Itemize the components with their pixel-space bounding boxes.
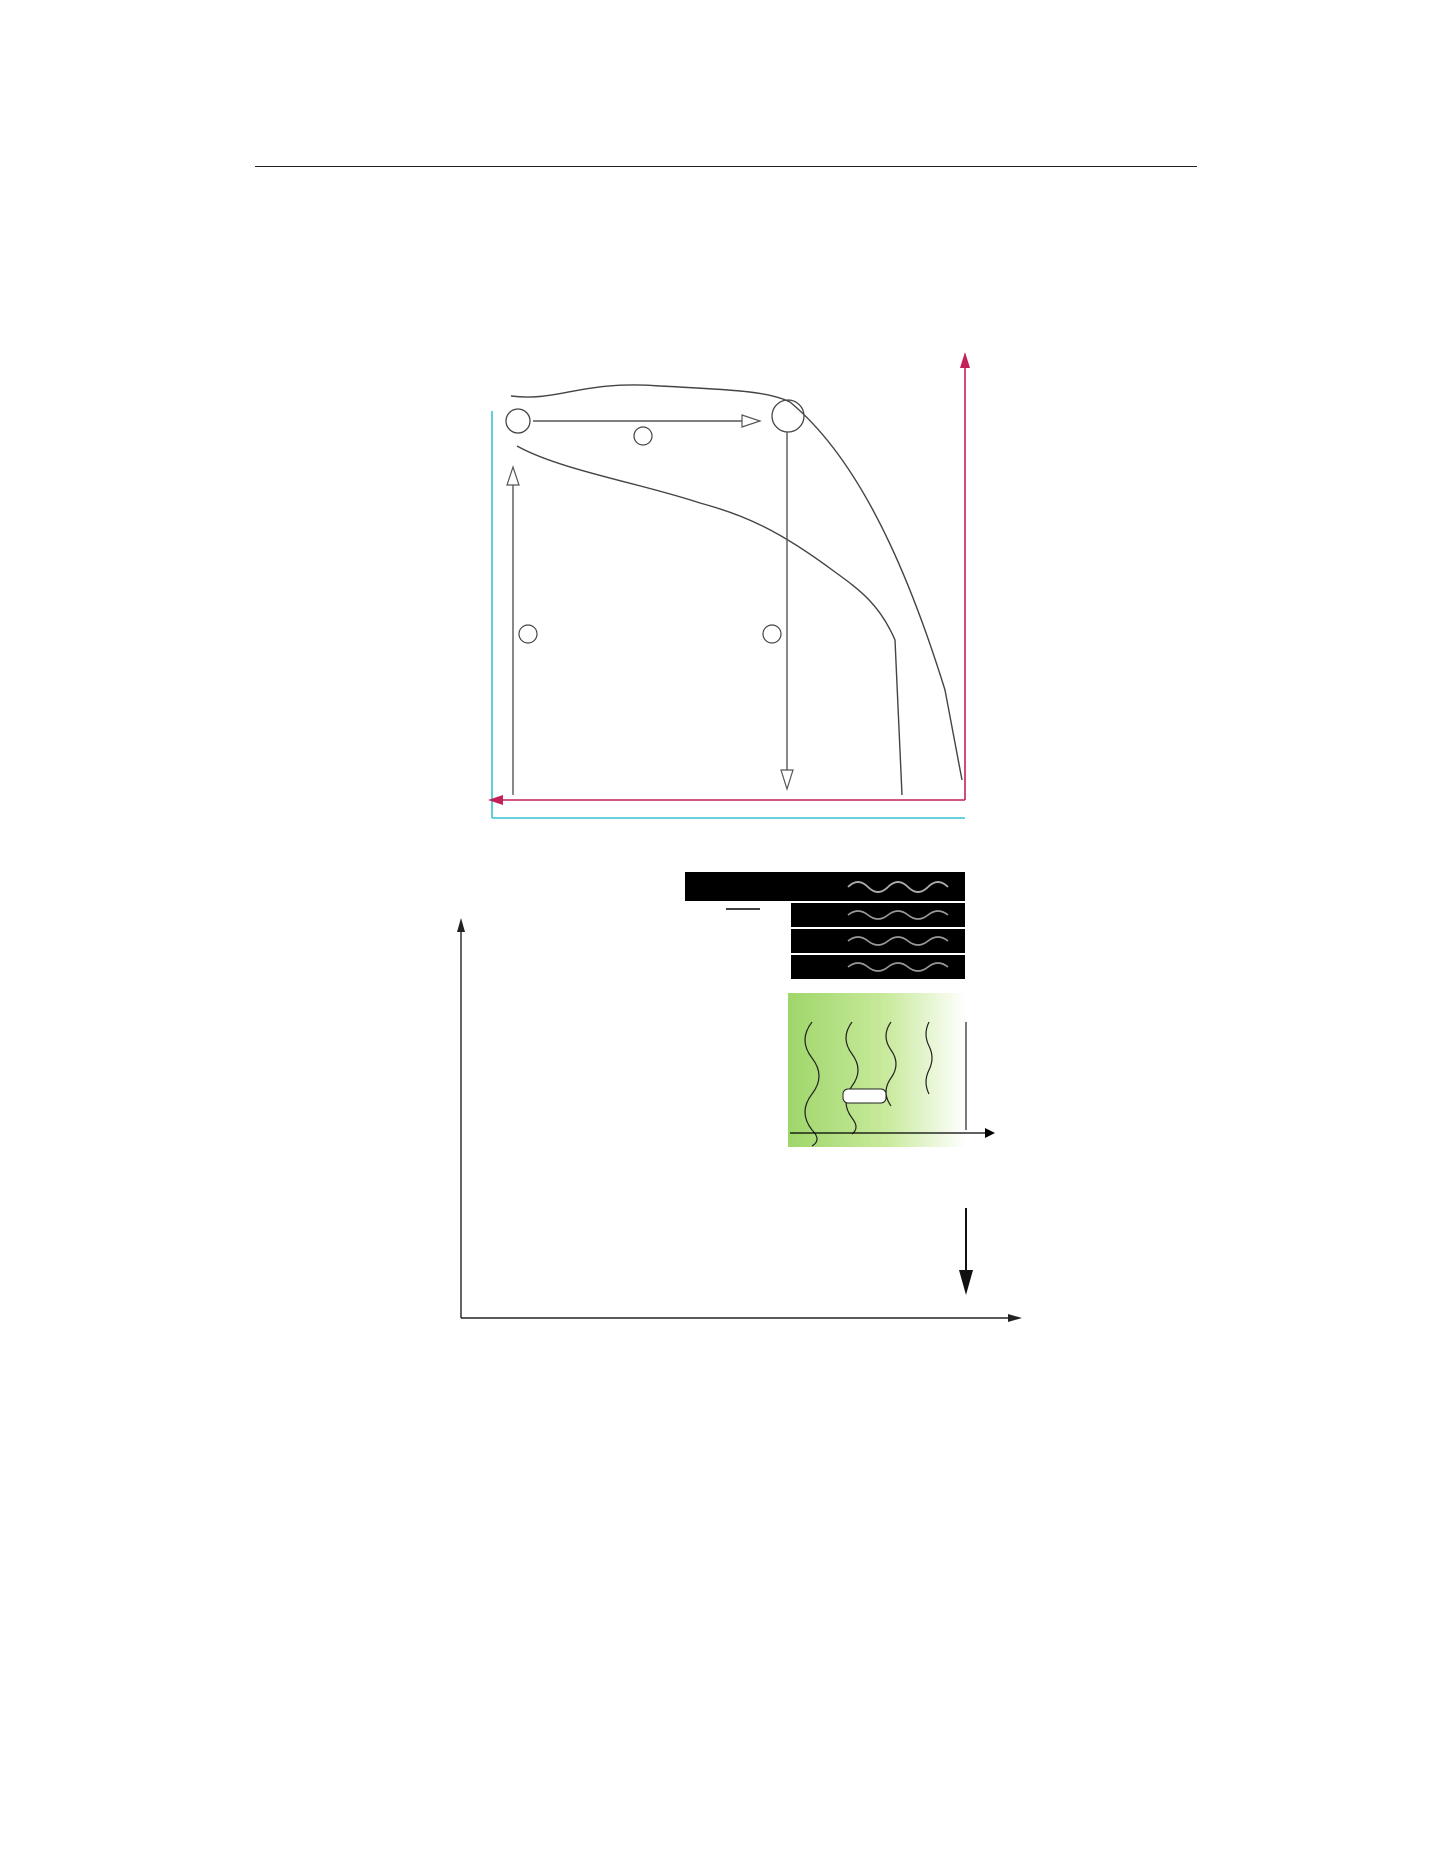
label-c-circle — [763, 625, 781, 643]
blue-fit-curve — [517, 446, 902, 795]
micrograph-row-b — [791, 903, 965, 927]
schematic-y-arrowhead — [457, 918, 465, 932]
circle-b-target — [772, 400, 804, 432]
micrograph-inset — [685, 872, 965, 979]
micrograph-row-d — [791, 955, 965, 979]
arrest-arrowhead — [959, 1270, 973, 1295]
micrograph-row-a — [685, 872, 965, 901]
green-panel — [788, 993, 966, 1147]
label-b-circle — [634, 427, 652, 445]
arrow-a-head — [507, 467, 519, 485]
in-vivo-box — [843, 1089, 886, 1103]
beat-frequency-chart — [488, 352, 970, 818]
label-a-circle — [519, 625, 537, 643]
right-y-axis-arrowhead — [960, 352, 970, 368]
time-axis-arrowhead — [985, 1128, 995, 1138]
flagella-inset — [788, 993, 995, 1147]
atp-axis-arrowhead — [488, 795, 503, 805]
schematic-x-arrowhead — [1008, 1314, 1022, 1322]
circle-a-origin — [506, 409, 530, 433]
red-fit-curve — [511, 385, 962, 780]
micrograph-row-c — [791, 929, 965, 953]
arrow-c-head — [781, 770, 793, 789]
arrow-b-head — [742, 415, 760, 427]
